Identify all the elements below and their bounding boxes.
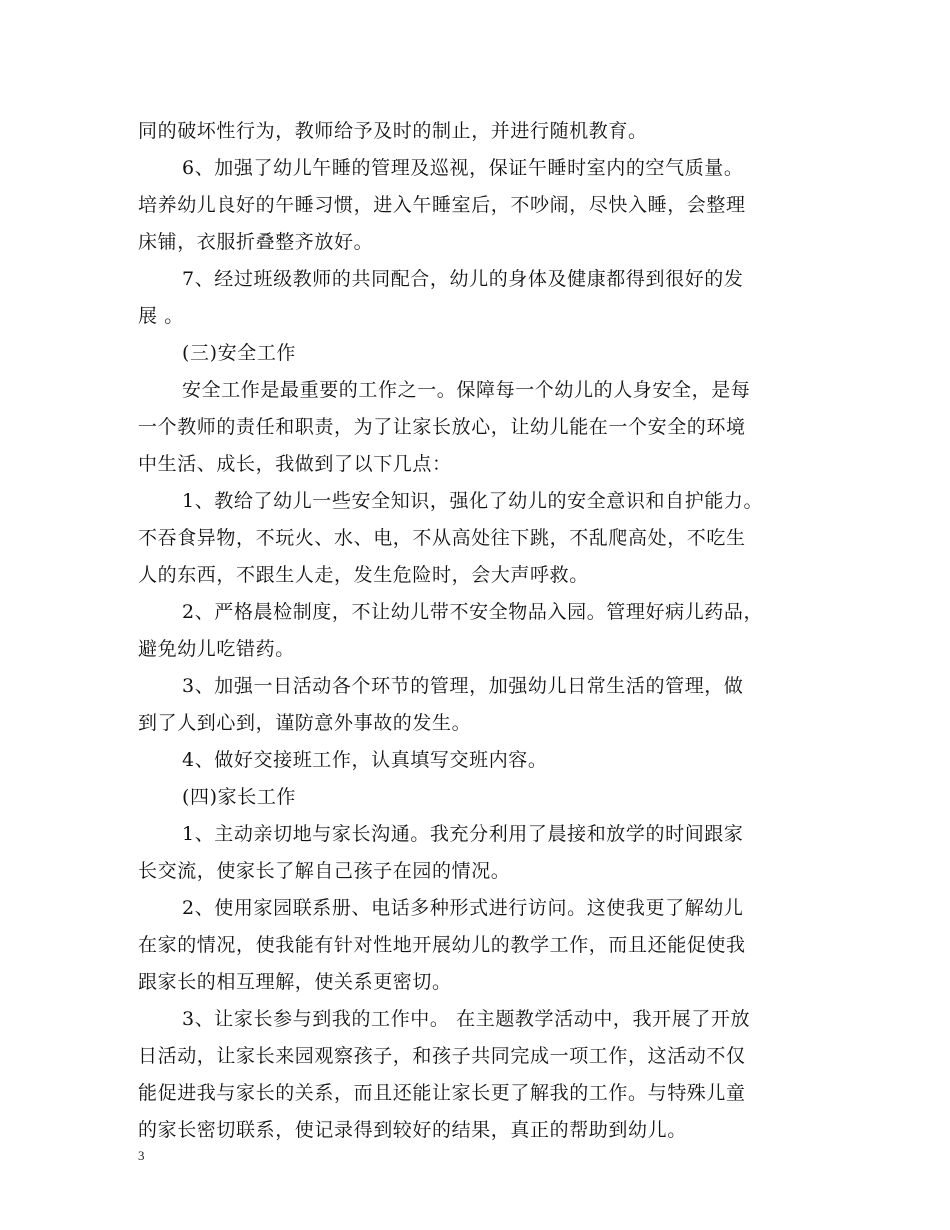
- text-line: 能促进我与家长的关系，而且还能让家长更了解我的工作。与特殊儿童: [138, 1082, 746, 1104]
- text-line: 一个教师的责任和职责，为了让家长放心，让幼儿能在一个安全的环境: [138, 416, 746, 438]
- text-line: (四)家长工作: [182, 786, 297, 808]
- text-line: 不吞食异物，不玩火、水、电，不从高处往下跳，不乱爬高处，不吃生: [138, 527, 746, 549]
- text-line: 2、严格晨检制度，不让幼儿带不安全物品入园。管理好病儿药品，: [182, 601, 764, 623]
- text-line: 7、经过班级教师的共同配合，幼儿的身体及健康都得到很好的发: [182, 268, 744, 290]
- page-number: 3: [138, 1148, 145, 1163]
- text-line: 3、加强一日活动各个环节的管理，加强幼儿日常生活的管理，做: [182, 675, 744, 697]
- text-line: 3、让家长参与到我的工作中。 在主题教学活动中，我开展了开放: [182, 1008, 751, 1030]
- text-line: 4、做好交接班工作，认真填写交班内容。: [182, 749, 548, 771]
- text-line: 培养幼儿良好的午睡习惯，进入午睡室后，不吵闹，尽快入睡，会整理: [138, 194, 746, 216]
- text-line: 日活动，让家长来园观察孩子，和孩子共同完成一项工作，这活动不仅: [138, 1045, 746, 1067]
- text-line: 跟家长的相互理解，使关系更密切。: [138, 971, 452, 993]
- text-line: 展 。: [138, 305, 184, 327]
- text-line: 的家长密切联系，使记录得到较好的结果，真正的帮助到幼儿。: [138, 1119, 687, 1141]
- document-body: [138, 113, 828, 1149]
- text-line: 安全工作是最重要的工作之一。保障每一个幼儿的人身安全，是每: [182, 379, 751, 401]
- text-line: 到了人到心到，谨防意外事故的发生。: [138, 712, 472, 734]
- text-line: 同的破坏性行为，教师给予及时的制止，并进行随机教育。: [138, 120, 648, 142]
- text-line: 人的东西，不跟生人走，发生危险时，会大声呼救。: [138, 564, 589, 586]
- text-line: 长交流，使家长了解自己孩子在园的情况。: [138, 860, 511, 882]
- text-line: 中生活、成长，我做到了以下几点：: [138, 453, 452, 475]
- text-line: 避免幼儿吃错药。: [138, 638, 295, 660]
- text-line: (三)安全工作: [182, 342, 297, 364]
- text-line: 1、教给了幼儿一些安全知识，强化了幼儿的安全意识和自护能力。: [182, 490, 764, 512]
- text-line: 在家的情况，使我能有针对性地开展幼儿的教学工作，而且还能促使我: [138, 934, 746, 956]
- text-line: 2、使用家园联系册、电话多种形式进行访问。这使我更了解幼儿: [182, 897, 744, 919]
- text-line: 6、加强了幼儿午睡的管理及巡视，保证午睡时室内的空气质量。: [182, 157, 744, 179]
- text-line: 1、主动亲切地与家长沟通。我充分利用了晨接和放学的时间跟家: [182, 823, 744, 845]
- text-line: 床铺，衣服折叠整齐放好。: [138, 231, 374, 253]
